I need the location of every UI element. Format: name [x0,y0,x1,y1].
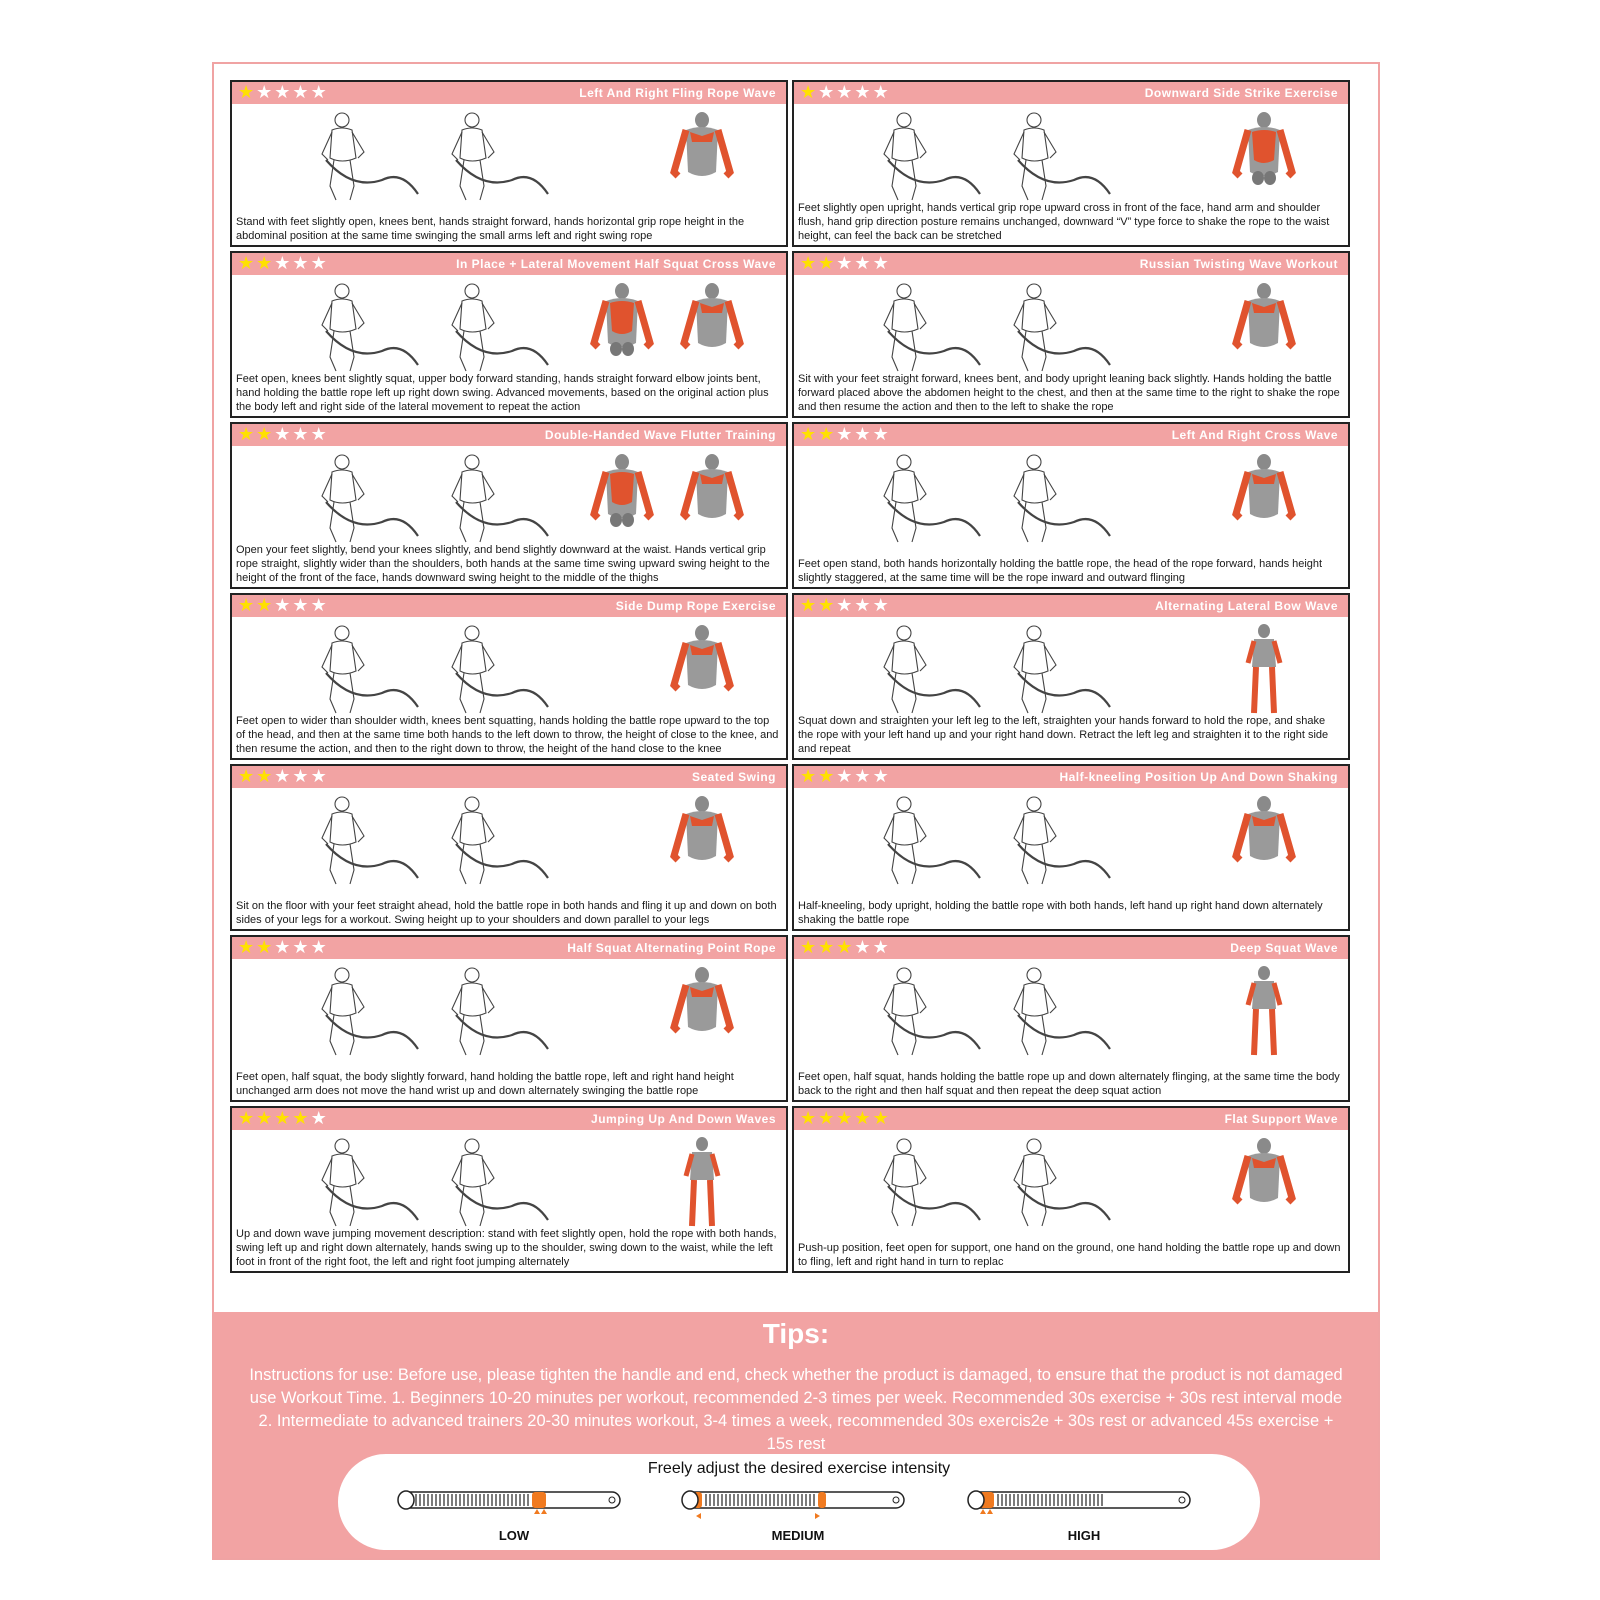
intensity-label-medium: MEDIUM [771,1528,825,1543]
star-icon: ★ [256,595,275,616]
star-icon: ★ [274,253,293,274]
star-icon: ★ [872,253,891,274]
star-icon: ★ [800,253,819,274]
exercise-description: Feet open, knees bent slightly squat, upper body forward standing, hands straight forward elbow joints bent, hand holding the battle rope left up right down swing. Advanced movements, based on the original action plus the body left and right side of the lateral movement to repeat the action [236,373,769,413]
exercise-description: Sit with your feet straight forward, knees bent, and body upright leaning back slightly. Hands holding the battle forward placed above the abdomen height to the chest, and then at the same time to the right to shake the rope and then resume the action and then to the left to shake the rope [798,373,1340,413]
star-icon: ★ [872,766,891,787]
exercise-figure-icon [232,790,786,890]
star-icon: ★ [292,1108,311,1129]
exercise-figure-icon [232,448,786,548]
star-icon: ★ [310,766,329,787]
exercise-illustration [794,1132,1348,1232]
tips-title: Tips: [762,1318,830,1349]
exercise-figure-icon [232,277,786,377]
exercise-figure-icon [794,961,1348,1061]
exercise-illustration [232,277,786,377]
intensity-high [964,1484,1204,1548]
star-icon: ★ [854,937,873,958]
star-icon: ★ [872,1108,891,1129]
card-header [232,424,786,446]
star-icon: ★ [836,1108,855,1129]
exercise-figure-icon [232,619,786,719]
difficulty-stars [238,1110,329,1128]
star-icon: ★ [818,253,837,274]
exercise-illustration [794,790,1348,890]
exercise-poster [212,62,1380,1560]
difficulty-stars [238,84,329,102]
exercise-card [792,764,1350,931]
star-icon: ★ [836,253,855,274]
card-header [232,766,786,788]
card-header [232,937,786,959]
exercise-card [230,251,788,418]
exercise-title: Seated Swing [691,770,776,784]
star-icon: ★ [292,766,311,787]
exercise-title: Left And Right Cross Wave [1171,428,1338,442]
exercise-title: Deep Squat Wave [1230,941,1338,955]
exercise-description: Feet open, half squat, the body slightly forward, hand holding the battle rope, left and right hand height unchanged arm does not move the hand wrist up and down alternately swinging the battle rope [236,1071,734,1097]
exercise-figure-icon [794,619,1348,719]
star-icon: ★ [238,253,257,274]
intensity-low [394,1484,634,1548]
star-icon: ★ [274,766,293,787]
rope-handle-medium-icon [678,1484,918,1524]
tips-panel [214,1312,1378,1558]
exercise-card [230,1106,788,1273]
intensity-label-low: LOW [498,1528,530,1543]
star-icon: ★ [292,253,311,274]
star-icon: ★ [292,82,311,103]
exercise-card [230,80,788,247]
star-icon: ★ [800,82,819,103]
star-icon: ★ [836,595,855,616]
exercise-title: Double-Handed Wave Flutter Training [544,428,776,442]
exercise-description: Feet slightly open upright, hands vertical grip rope upward cross in front of the face, hand arm and shoulder flush, hand grip direction posture remains unchanged, downward “V” type force to shake the rope to the waist height, can feel the back can be stretched [798,202,1330,242]
star-icon: ★ [818,595,837,616]
card-header [232,1108,786,1130]
exercise-description: Feet open to wider than shoulder width, knees bent squatting, hands holding the battle rope upward to the top of the head, and then at the same time both hands to the left down to throw, the height of close to the knee, and then resume the action, and then to the right down to throw, the height of the hand close to the knee [236,715,779,755]
exercise-card [792,251,1350,418]
star-icon: ★ [800,937,819,958]
card-header [232,595,786,617]
exercise-card [230,422,788,589]
card-header [794,766,1348,788]
exercise-title: Side Dump Rope Exercise [615,599,776,613]
tips-text: Instructions for use: Before use, please tighten the handle and end, check whether the product is damaged, to ensure that the product is not damaged use Workout Time. 1. Beginners 10-20 minutes per workout, recommended 2-3 times per week. Recommended 30s exercise + 30s rest interval mode 2. Intermediate to advanced trainers 20-30 minutes workout, 3-4 times a week, recommended 30s exercis2e + 30s rest or advanced 45s exercise + 15s rest [249,1366,1343,1453]
star-icon: ★ [292,595,311,616]
star-icon: ★ [818,1108,837,1129]
star-icon: ★ [256,1108,275,1129]
star-icon: ★ [800,595,819,616]
exercise-figure-icon [794,106,1348,206]
star-icon: ★ [872,937,891,958]
card-header [794,1108,1348,1130]
exercise-card [792,422,1350,589]
exercise-illustration [794,448,1348,548]
exercise-figure-icon [794,277,1348,377]
exercise-figure-icon [232,106,786,206]
star-icon: ★ [256,766,275,787]
difficulty-stars [238,255,329,273]
exercise-illustration [232,961,786,1061]
star-icon: ★ [274,1108,293,1129]
exercise-illustration [794,277,1348,377]
difficulty-stars [800,1110,891,1128]
star-icon: ★ [310,595,329,616]
exercise-card [230,935,788,1102]
star-icon: ★ [836,82,855,103]
difficulty-stars [800,426,891,444]
star-icon: ★ [818,766,837,787]
exercise-illustration [794,106,1348,206]
difficulty-stars [800,597,891,615]
card-header [232,253,786,275]
star-icon: ★ [238,82,257,103]
star-icon: ★ [872,595,891,616]
star-icon: ★ [292,424,311,445]
star-icon: ★ [800,1108,819,1129]
exercise-description: Feet open stand, both hands horizontally holding the battle rope, the head of the rope forward, hands height slightly staggered, at the same time will be the rope inward and outward flinging [798,558,1323,584]
star-icon: ★ [256,253,275,274]
star-icon: ★ [274,82,293,103]
star-icon: ★ [310,82,329,103]
star-icon: ★ [800,424,819,445]
intensity-label-high: HIGH [1067,1528,1101,1543]
exercise-description: Sit on the floor with your feet straight ahead, hold the battle rope in both hands and fling it up and down on both sides of your legs for a workout. Swing height up to your shoulders and down parallel to your legs [236,900,777,926]
exercise-title: Half-kneeling Position Up And Down Shaking [1059,770,1338,784]
star-icon: ★ [818,82,837,103]
star-icon: ★ [818,937,837,958]
intensity-medium [678,1484,918,1548]
star-icon: ★ [310,424,329,445]
star-icon: ★ [854,766,873,787]
exercise-illustration [232,619,786,719]
difficulty-stars [800,768,891,786]
exercise-card [792,80,1350,247]
star-icon: ★ [872,82,891,103]
exercise-card [230,593,788,760]
star-icon: ★ [854,595,873,616]
exercise-figure-icon [232,961,786,1061]
star-icon: ★ [256,937,275,958]
star-icon: ★ [872,424,891,445]
star-icon: ★ [310,253,329,274]
card-header [794,253,1348,275]
star-icon: ★ [854,1108,873,1129]
exercise-title: In Place + Lateral Movement Half Squat Cross Wave [456,257,776,271]
exercise-title: Russian Twisting Wave Workout [1139,257,1338,271]
difficulty-stars [800,939,891,957]
star-icon: ★ [256,82,275,103]
exercise-illustration [232,448,786,548]
exercise-card [792,935,1350,1102]
difficulty-stars [238,939,329,957]
difficulty-stars [238,768,329,786]
exercise-figure-icon [794,1132,1348,1232]
exercise-title: Downward Side Strike Exercise [1144,86,1338,100]
intensity-panel [338,1454,1260,1550]
exercise-description: Open your feet slightly, bend your knees slightly, and bend slightly downward at the waist. Hands vertical grip rope straight, slightly wider than the shoulders, both hands at the same time swing upward swing height to the height of the front of the face, hands downward swing height to the middle of the thighs [236,544,770,584]
card-header [794,937,1348,959]
exercise-figure-icon [232,1132,786,1232]
exercise-description: Half-kneeling, body upright, holding the battle rope with both hands, left hand up right hand down alternately shaking the battle rope [798,900,1323,926]
star-icon: ★ [292,937,311,958]
star-icon: ★ [238,1108,257,1129]
card-header [794,82,1348,104]
star-icon: ★ [238,424,257,445]
star-icon: ★ [274,937,293,958]
difficulty-stars [800,84,891,102]
star-icon: ★ [818,424,837,445]
exercise-illustration [232,1132,786,1232]
exercise-description: Squat down and straighten your left leg to the left, straighten your hands forward to hold the rope, and shake the rope with your left hand up and your right hand down. Retract the left leg and straighten it to the right side and repeat [798,715,1329,755]
exercise-description: Stand with feet slightly open, knees bent, hands straight forward, hands horizontal grip rope height in the abdominal position at the same time swinging the small arms left and right swing rope [236,216,745,242]
star-icon: ★ [310,1108,329,1129]
exercise-illustration [794,619,1348,719]
intensity-title: Freely adjust the desired exercise intensity [647,1460,951,1477]
exercise-illustration [794,961,1348,1061]
star-icon: ★ [836,937,855,958]
star-icon: ★ [238,595,257,616]
card-header [232,82,786,104]
exercise-figure-icon [794,448,1348,548]
star-icon: ★ [854,253,873,274]
star-icon: ★ [238,937,257,958]
card-header [794,595,1348,617]
exercise-illustration [232,106,786,206]
star-icon: ★ [274,424,293,445]
star-icon: ★ [256,424,275,445]
rope-handle-low-icon [394,1484,634,1524]
exercise-card [792,1106,1350,1273]
exercise-title: Half Squat Alternating Point Rope [567,941,776,955]
difficulty-stars [238,597,329,615]
star-icon: ★ [836,424,855,445]
star-icon: ★ [836,766,855,787]
exercise-description: Push-up position, feet open for support, one hand on the ground, one hand holding the battle rope up and down to fling, left and right hand in turn to replac [798,1242,1341,1268]
star-icon: ★ [854,82,873,103]
star-icon: ★ [238,766,257,787]
exercise-card [792,593,1350,760]
exercise-illustration [232,790,786,890]
exercise-title: Flat Support Wave [1224,1112,1338,1126]
star-icon: ★ [854,424,873,445]
star-icon: ★ [274,595,293,616]
exercise-title: Left And Right Fling Rope Wave [579,86,776,100]
rope-handle-high-icon [964,1484,1204,1524]
exercise-card [230,764,788,931]
star-icon: ★ [800,766,819,787]
difficulty-stars [800,255,891,273]
exercise-description: Feet open, half squat, hands holding the battle rope up and down alternately flinging, at the same time the body back to the right and then half squat and then repeat the deep squat action [798,1071,1340,1097]
exercise-title: Alternating Lateral Bow Wave [1155,599,1338,613]
star-icon: ★ [310,937,329,958]
card-header [794,424,1348,446]
exercise-description: Up and down wave jumping movement description: stand with feet slightly open, hold the rope with both hands, swing left up and right down alternately, hands swing up to the shoulder, swing down to the waist, while the left foot in front of the right foot, the left and right foot jumping alternately [236,1228,777,1268]
exercise-figure-icon [794,790,1348,890]
exercise-title: Jumping Up And Down Waves [591,1112,776,1126]
difficulty-stars [238,426,329,444]
